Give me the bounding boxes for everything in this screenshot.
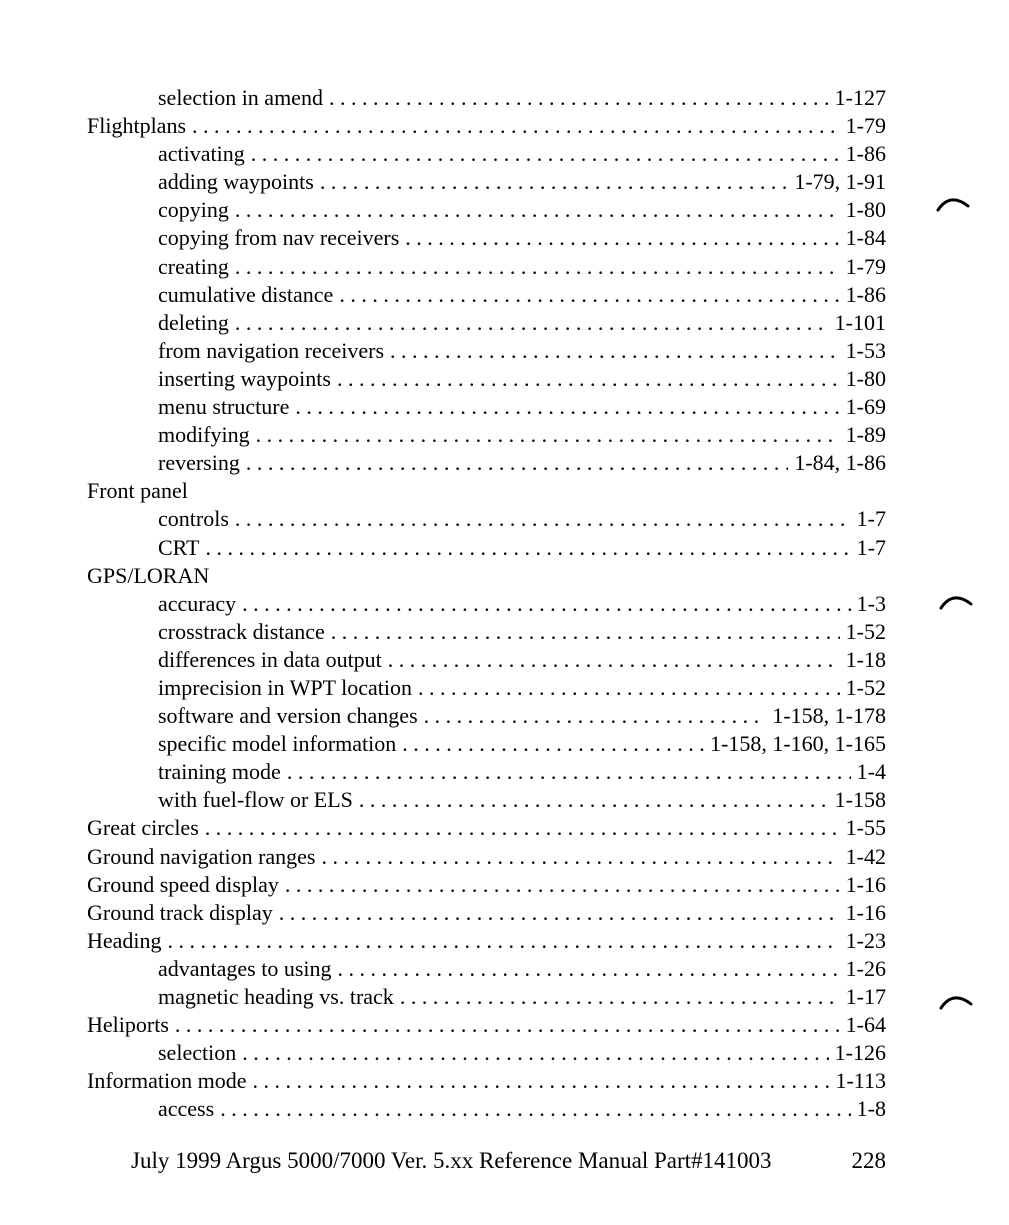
index-subentry	[0, 505, 1009, 533]
index-entry	[0, 562, 1009, 590]
dot-leader	[339, 281, 839, 309]
entry-term: accuracy	[158, 590, 237, 616]
entry-term: Ground speed display	[87, 871, 279, 897]
dot-leader	[418, 674, 840, 702]
entry-pages: 1-86	[840, 140, 886, 168]
index-list	[0, 84, 1009, 1123]
entry-term: training mode	[158, 759, 281, 785]
dot-leader	[390, 337, 840, 365]
entry-line	[158, 618, 886, 646]
index-subentry	[0, 337, 1009, 365]
dot-leader	[320, 168, 789, 196]
entry-term: from navigation receivers	[158, 337, 385, 363]
entry-pages: 1-79	[840, 112, 886, 140]
dot-leader	[279, 899, 840, 927]
entry-term: software and version changes	[158, 703, 418, 729]
entry-pages: 1-18	[840, 646, 886, 674]
entry-line	[87, 814, 886, 842]
index-subentry	[0, 449, 1009, 477]
index-subentry	[0, 786, 1009, 814]
entry-term: Information mode	[87, 1068, 247, 1094]
entry-line	[158, 702, 886, 730]
dot-leader	[295, 393, 839, 421]
page-number: 228	[851, 1148, 886, 1173]
index-subentry	[0, 534, 1009, 562]
index-entry	[0, 899, 1009, 927]
entry-line	[158, 224, 886, 252]
entry-pages: 1-52	[840, 674, 886, 702]
entry-pages: 1-7	[851, 505, 886, 533]
entry-term: Great circles	[87, 815, 199, 841]
entry-line	[158, 365, 886, 393]
dot-leader	[242, 1039, 828, 1067]
entry-line	[87, 112, 886, 140]
binder-hole-mark-icon	[939, 588, 973, 612]
entry-pages: 1-158, 1-178	[766, 702, 886, 730]
entry-pages: 1-64	[840, 1011, 886, 1039]
entry-line	[158, 505, 886, 533]
entry-line	[158, 168, 886, 196]
page-footer	[0, 1146, 1009, 1176]
index-subentry	[0, 140, 1009, 168]
dot-leader	[359, 786, 829, 814]
dot-leader	[424, 702, 767, 730]
dot-leader	[405, 224, 839, 252]
index-subentry	[0, 421, 1009, 449]
entry-pages: 1-3	[851, 590, 886, 618]
entry-pages: 1-80	[840, 196, 886, 224]
entry-term: cumulative distance	[158, 281, 334, 307]
index-entry	[0, 112, 1009, 140]
entry-line	[158, 281, 886, 309]
entry-term: menu structure	[158, 394, 290, 420]
entry-pages: 1-101	[829, 309, 886, 337]
entry-term: Front panel	[87, 478, 188, 504]
entry-term: controls	[158, 506, 229, 532]
index-subentry	[0, 590, 1009, 618]
entry-term: Heliports	[87, 1012, 169, 1038]
entry-line	[158, 786, 886, 814]
entry-line	[158, 1095, 886, 1123]
entry-pages: 1-8	[851, 1095, 886, 1123]
index-subentry	[0, 1039, 1009, 1067]
index-subentry	[0, 1095, 1009, 1123]
entry-term: copying from nav receivers	[158, 225, 400, 251]
entry-term: differences in data output	[158, 646, 382, 672]
entry-line	[158, 983, 886, 1011]
entry-term: creating	[158, 253, 229, 279]
entry-term: selection	[158, 1040, 237, 1066]
index-entry	[0, 814, 1009, 842]
entry-line	[158, 534, 886, 562]
dot-leader	[338, 955, 840, 983]
entry-pages: 1-69	[840, 393, 886, 421]
index-entry	[0, 1067, 1009, 1095]
dot-leader	[246, 449, 788, 477]
dot-leader	[329, 84, 829, 112]
dot-leader	[168, 927, 840, 955]
entry-line	[158, 253, 886, 281]
index-subentry	[0, 168, 1009, 196]
entry-line	[87, 843, 886, 871]
entry-line	[158, 421, 886, 449]
dot-leader	[287, 758, 851, 786]
entry-term: imprecision in WPT location	[158, 674, 412, 700]
entry-pages: 1-52	[840, 618, 886, 646]
entry-term: crosstrack distance	[158, 618, 325, 644]
dot-leader	[235, 253, 840, 281]
index-subentry	[0, 281, 1009, 309]
entry-line	[158, 730, 886, 758]
entry-pages: 1-16	[840, 899, 886, 927]
entry-term: adding waypoints	[158, 169, 314, 195]
binder-hole-mark-icon	[939, 988, 973, 1012]
entry-line	[87, 477, 886, 505]
index-subentry	[0, 618, 1009, 646]
dot-leader	[400, 983, 840, 1011]
entry-line	[158, 1039, 886, 1067]
dot-leader	[337, 365, 840, 393]
index-subentry	[0, 393, 1009, 421]
dot-leader	[285, 871, 840, 899]
entry-line	[158, 337, 886, 365]
dot-leader	[242, 590, 851, 618]
dot-leader	[256, 421, 840, 449]
entry-pages: 1-26	[840, 955, 886, 983]
entry-line	[87, 899, 886, 927]
entry-line	[87, 1011, 886, 1039]
entry-pages: 1-86	[840, 281, 886, 309]
index-subentry	[0, 730, 1009, 758]
entry-pages: 1-4	[851, 758, 886, 786]
dot-leader	[252, 1067, 829, 1095]
dot-leader	[251, 140, 840, 168]
entry-line	[87, 562, 886, 590]
index-entry	[0, 871, 1009, 899]
entry-term: magnetic heading vs. track	[158, 984, 394, 1009]
index-subentry	[0, 758, 1009, 786]
entry-term: Ground track display	[87, 899, 273, 925]
entry-term: inserting waypoints	[158, 365, 331, 391]
entry-pages: 1-89	[840, 421, 886, 449]
dot-leader	[322, 843, 840, 871]
index-subentry	[0, 674, 1009, 702]
entry-line	[158, 758, 886, 786]
entry-pages: 1-84	[840, 224, 886, 252]
index-entry	[0, 477, 1009, 505]
binder-hole-mark-icon	[936, 190, 970, 214]
entry-term: selection in amend	[158, 85, 323, 110]
dot-leader	[235, 196, 840, 224]
entry-pages: 1-158, 1-160, 1-165	[704, 730, 886, 758]
entry-term: advantages to using	[158, 955, 332, 981]
index-subentry	[0, 196, 1009, 224]
entry-pages: 1-17	[840, 983, 886, 1011]
entry-line	[158, 955, 886, 983]
footer-text: July 1999 Argus 5000/7000 Ver. 5.xx Reference Manual Part#141003	[131, 1148, 772, 1173]
entry-term: modifying	[158, 422, 250, 448]
entry-pages: 1-126	[829, 1039, 886, 1067]
entry-line	[158, 84, 886, 112]
entry-line	[87, 927, 886, 955]
entry-line	[158, 674, 886, 702]
entry-term: specific model information	[158, 731, 397, 757]
entry-pages: 1-53	[840, 337, 886, 365]
entry-term: Flightplans	[87, 113, 187, 139]
dot-leader	[402, 730, 704, 758]
index-subentry	[0, 253, 1009, 281]
index-subentry	[0, 955, 1009, 983]
entry-term: Heading	[87, 927, 162, 953]
entry-line	[158, 196, 886, 224]
entry-pages: 1-127	[829, 84, 886, 112]
entry-pages: 1-113	[829, 1067, 886, 1095]
dot-leader	[331, 618, 840, 646]
entry-line	[158, 646, 886, 674]
entry-line	[158, 309, 886, 337]
entry-term: copying	[158, 197, 229, 223]
entry-pages: 1-79	[840, 253, 886, 281]
entry-line	[158, 590, 886, 618]
entry-pages: 1-16	[840, 871, 886, 899]
entry-pages: 1-55	[840, 814, 886, 842]
dot-leader	[388, 646, 840, 674]
entry-line	[158, 140, 886, 168]
entry-pages: 1-158	[829, 786, 886, 814]
entry-pages: 1-79, 1-91	[788, 168, 886, 196]
index-entry	[0, 1011, 1009, 1039]
entry-pages: 1-80	[840, 365, 886, 393]
entry-line	[158, 393, 886, 421]
entry-term: GPS/LORAN	[87, 562, 210, 588]
index-entry	[0, 843, 1009, 871]
entry-term: Ground navigation ranges	[87, 843, 316, 869]
entry-line	[158, 449, 886, 477]
entry-line	[87, 1067, 886, 1095]
entry-pages: 1-7	[851, 534, 886, 562]
entry-pages: 1-42	[840, 843, 886, 871]
entry-term: deleting	[158, 309, 229, 335]
dot-leader	[235, 505, 851, 533]
index-subentry	[0, 983, 1009, 1011]
index-subentry	[0, 702, 1009, 730]
entry-term: reversing	[158, 450, 240, 476]
dot-leader	[205, 534, 850, 562]
index-subentry	[0, 646, 1009, 674]
entry-term: with fuel-flow or ELS	[158, 787, 353, 813]
entry-pages: 1-84, 1-86	[788, 449, 886, 477]
dot-leader	[192, 112, 840, 140]
entry-line	[87, 871, 886, 899]
dot-leader	[235, 309, 829, 337]
dot-leader	[220, 1095, 850, 1123]
dot-leader	[175, 1011, 840, 1039]
entry-term: CRT	[158, 534, 200, 560]
entry-term: activating	[158, 141, 245, 167]
index-subentry	[0, 224, 1009, 252]
index-subentry	[0, 84, 1009, 112]
index-subentry	[0, 365, 1009, 393]
index-entry	[0, 927, 1009, 955]
dot-leader	[205, 814, 840, 842]
entry-pages: 1-23	[840, 927, 886, 955]
entry-term: access	[158, 1096, 215, 1122]
index-subentry	[0, 309, 1009, 337]
